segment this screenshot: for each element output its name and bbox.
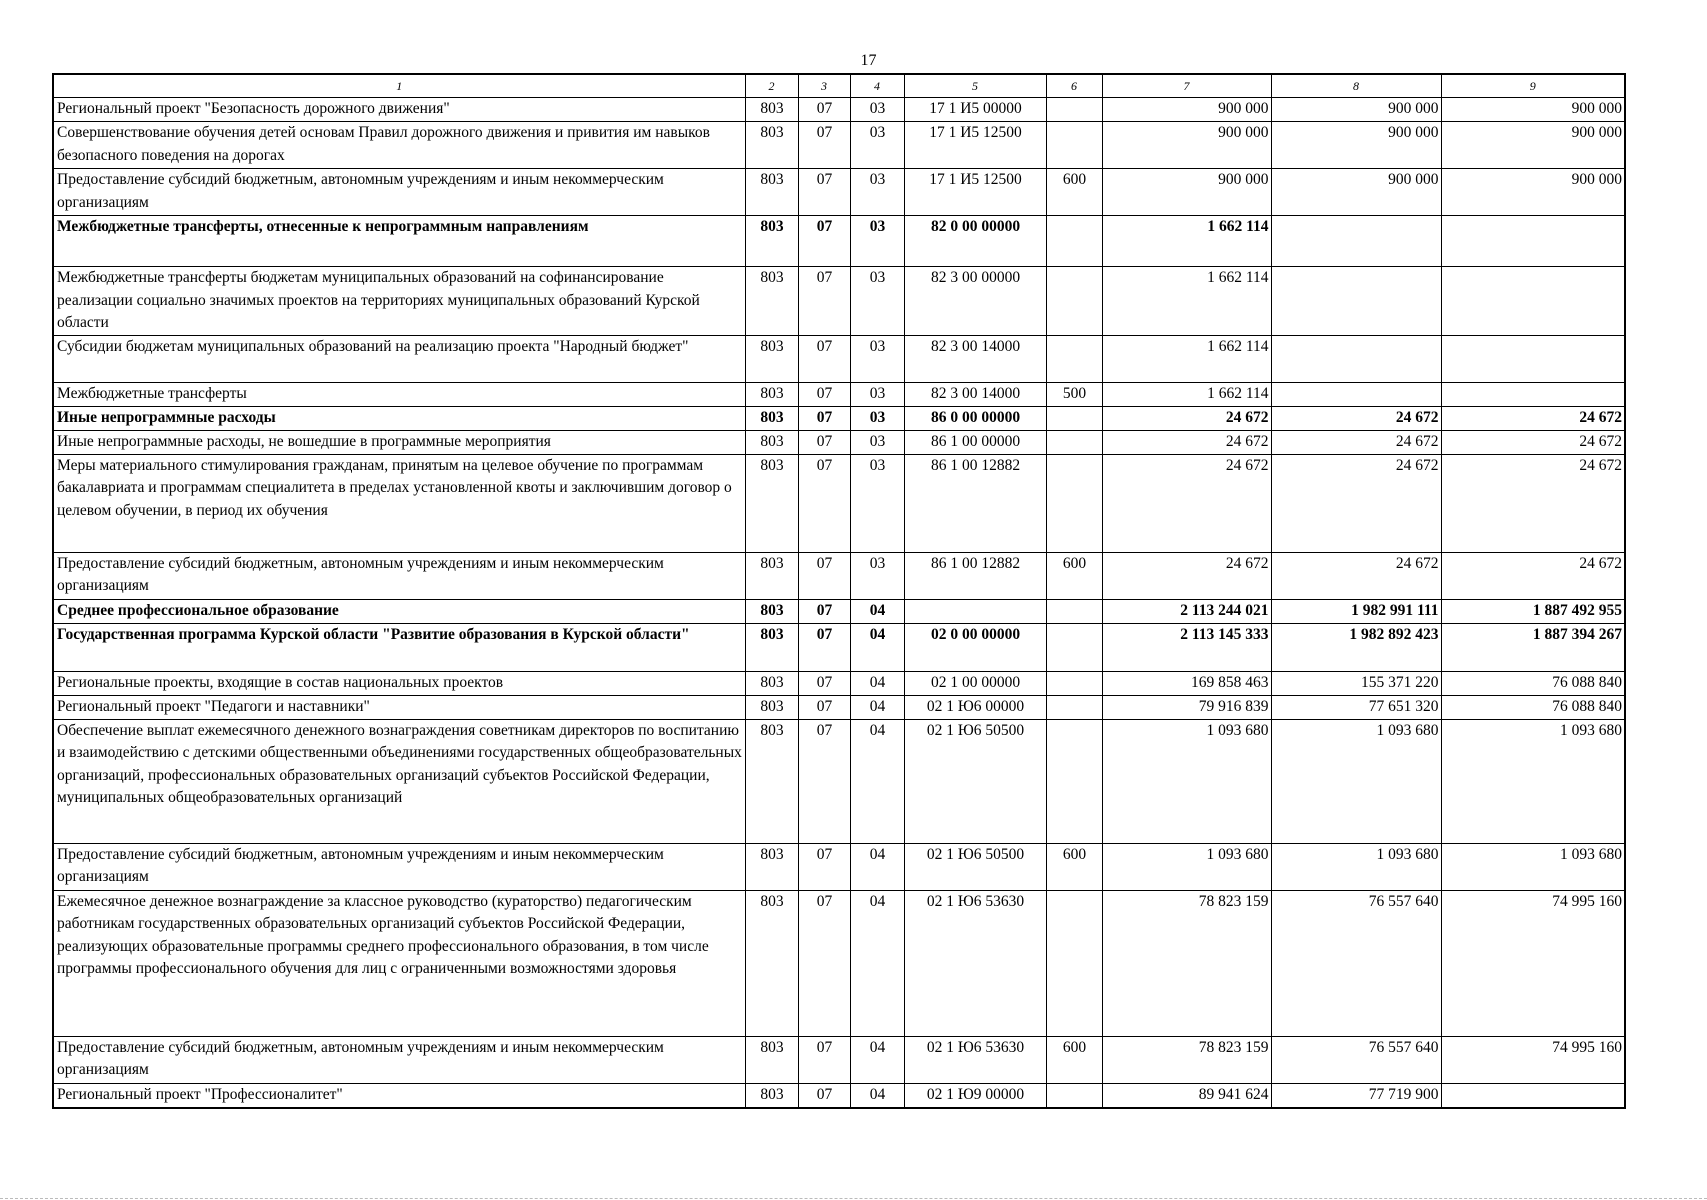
subsection-2-cell: 04 [850,695,904,719]
target-item-cell: 82 0 00 00000 [904,216,1046,267]
table-row [53,122,1625,169]
section-code-cell: 803 [745,552,798,599]
section-code-cell: 803 [745,267,798,336]
amount-year-3-cell: 1 093 680 [1441,719,1625,843]
target-item-cell: 02 1 Ю6 50500 [904,843,1046,890]
target-item-cell: 02 1 Ю6 50500 [904,719,1046,843]
target-item-cell: 02 1 Ю6 53630 [904,1036,1046,1083]
subsection-code-cell: 07 [798,843,850,890]
header-cell: 7 [1102,74,1271,98]
section-code-cell: 803 [745,122,798,169]
expense-type-cell [1046,623,1102,671]
header-cell: 9 [1441,74,1625,98]
amount-year-3-cell [1441,1083,1625,1108]
table-row [53,1036,1625,1083]
subsection-2-cell: 03 [850,382,904,406]
table-row [53,216,1625,267]
target-item-cell: 86 1 00 00000 [904,430,1046,454]
amount-year-3-cell: 24 672 [1441,430,1625,454]
amount-year-3-cell [1441,216,1625,267]
amount-year-1-cell: 78 823 159 [1102,890,1271,1036]
subsection-2-cell: 04 [850,1036,904,1083]
amount-year-2-cell: 1 093 680 [1271,843,1441,890]
subsection-code-cell: 07 [798,430,850,454]
row-name-cell: Межбюджетные трансферты [53,382,745,406]
target-item-cell: 17 1 И5 12500 [904,122,1046,169]
subsection-2-cell: 03 [850,430,904,454]
amount-year-3-cell: 900 000 [1441,122,1625,169]
expense-type-cell: 600 [1046,1036,1102,1083]
amount-year-2-cell [1271,382,1441,406]
header-cell: 5 [904,74,1046,98]
subsection-code-cell: 07 [798,599,850,623]
expense-type-cell [1046,430,1102,454]
header-cell: 6 [1046,74,1102,98]
table-row [53,599,1625,623]
target-item-cell: 86 1 00 12882 [904,552,1046,599]
target-item-cell [904,599,1046,623]
amount-year-2-cell: 76 557 640 [1271,1036,1441,1083]
table-row [53,406,1625,430]
amount-year-3-cell [1441,335,1625,382]
subsection-code-cell: 07 [798,552,850,599]
expense-type-cell [1046,122,1102,169]
amount-year-1-cell: 79 916 839 [1102,695,1271,719]
section-code-cell: 803 [745,599,798,623]
expense-type-cell [1046,216,1102,267]
amount-year-3-cell: 76 088 840 [1441,671,1625,695]
row-name-cell: Предоставление субсидий бюджетным, автономным учреждениям и иным некоммерческим организациям [53,1036,745,1083]
amount-year-2-cell: 24 672 [1271,430,1441,454]
expense-type-cell [1046,267,1102,336]
amount-year-1-cell: 78 823 159 [1102,1036,1271,1083]
amount-year-2-cell: 155 371 220 [1271,671,1441,695]
amount-year-1-cell: 900 000 [1102,122,1271,169]
header-cell: 2 [745,74,798,98]
amount-year-1-cell: 169 858 463 [1102,671,1271,695]
expense-type-cell: 600 [1046,843,1102,890]
amount-year-1-cell: 24 672 [1102,454,1271,552]
table-row [53,454,1625,552]
subsection-2-cell: 04 [850,843,904,890]
amount-year-2-cell: 900 000 [1271,98,1441,122]
section-code-cell: 803 [745,719,798,843]
header-cell: 3 [798,74,850,98]
subsection-code-cell: 07 [798,98,850,122]
row-name-cell: Совершенствование обучения детей основам Правил дорожного движения и привития им навыков безопасного поведения на дорогах [53,122,745,169]
row-name-cell: Региональный проект "Безопасность дорожного движения" [53,98,745,122]
amount-year-1-cell: 1 662 114 [1102,335,1271,382]
expense-type-cell: 500 [1046,382,1102,406]
subsection-code-cell: 07 [798,695,850,719]
amount-year-1-cell: 89 941 624 [1102,1083,1271,1108]
row-name-cell: Предоставление субсидий бюджетным, автономным учреждениям и иным некоммерческим организациям [53,169,745,216]
section-code-cell: 803 [745,216,798,267]
subsection-code-cell: 07 [798,335,850,382]
subsection-code-cell: 07 [798,382,850,406]
amount-year-1-cell: 900 000 [1102,169,1271,216]
amount-year-3-cell: 900 000 [1441,169,1625,216]
subsection-2-cell: 04 [850,719,904,843]
amount-year-1-cell: 24 672 [1102,430,1271,454]
subsection-2-cell: 03 [850,122,904,169]
section-code-cell: 803 [745,1036,798,1083]
amount-year-2-cell [1271,216,1441,267]
subsection-code-cell: 07 [798,216,850,267]
subsection-2-cell: 04 [850,623,904,671]
row-name-cell: Региональный проект "Профессионалитет" [53,1083,745,1108]
subsection-code-cell: 07 [798,169,850,216]
subsection-2-cell: 03 [850,98,904,122]
amount-year-2-cell: 1 982 892 423 [1271,623,1441,671]
row-name-cell: Иные непрограммные расходы [53,406,745,430]
amount-year-2-cell: 24 672 [1271,454,1441,552]
table-row [53,890,1625,1036]
table-row [53,98,1625,122]
subsection-2-cell: 03 [850,267,904,336]
target-item-cell: 82 3 00 14000 [904,382,1046,406]
target-item-cell: 82 3 00 00000 [904,267,1046,336]
table-row [53,335,1625,382]
target-item-cell: 82 3 00 14000 [904,335,1046,382]
amount-year-1-cell: 1 093 680 [1102,843,1271,890]
amount-year-2-cell: 77 651 320 [1271,695,1441,719]
subsection-code-cell: 07 [798,623,850,671]
amount-year-3-cell: 1 887 394 267 [1441,623,1625,671]
amount-year-3-cell [1441,382,1625,406]
subsection-code-cell: 07 [798,1036,850,1083]
section-code-cell: 803 [745,335,798,382]
subsection-code-cell: 07 [798,1083,850,1108]
row-name-cell: Региональные проекты, входящие в состав национальных проектов [53,671,745,695]
row-name-cell: Предоставление субсидий бюджетным, автономным учреждениям и иным некоммерческим организациям [53,552,745,599]
table-row [53,430,1625,454]
subsection-2-cell: 04 [850,890,904,1036]
table-row [53,719,1625,843]
row-name-cell: Меры материального стимулирования гражданам, принятым на целевое обучение по программам бакалавриата и программам специалитета в пределах установленной квоты и заключившим договор о целевом обучении, в период их обучения [53,454,745,552]
section-code-cell: 803 [745,623,798,671]
budget-table [52,73,1626,1109]
amount-year-3-cell: 1 093 680 [1441,843,1625,890]
amount-year-2-cell: 76 557 640 [1271,890,1441,1036]
subsection-code-cell: 07 [798,406,850,430]
page-number: 17 [860,52,877,69]
section-code-cell: 803 [745,430,798,454]
row-name-cell: Региональный проект "Педагоги и наставники" [53,695,745,719]
section-code-cell: 803 [745,98,798,122]
subsection-2-cell: 03 [850,335,904,382]
scan-edge-line [0,1198,1707,1199]
amount-year-1-cell: 1 662 114 [1102,216,1271,267]
amount-year-2-cell [1271,267,1441,336]
section-code-cell: 803 [745,843,798,890]
expense-type-cell: 600 [1046,552,1102,599]
amount-year-3-cell: 900 000 [1441,98,1625,122]
subsection-code-cell: 07 [798,122,850,169]
expense-type-cell [1046,599,1102,623]
amount-year-3-cell: 1 887 492 955 [1441,599,1625,623]
row-name-cell: Иные непрограммные расходы, не вошедшие в программные мероприятия [53,430,745,454]
subsection-2-cell: 04 [850,1083,904,1108]
row-name-cell: Субсидии бюджетам муниципальных образований на реализацию проекта "Народный бюджет" [53,335,745,382]
table-row [53,267,1625,336]
expense-type-cell [1046,98,1102,122]
subsection-2-cell: 03 [850,406,904,430]
amount-year-2-cell: 24 672 [1271,406,1441,430]
target-item-cell: 17 1 И5 00000 [904,98,1046,122]
target-item-cell: 86 0 00 00000 [904,406,1046,430]
subsection-2-cell: 03 [850,552,904,599]
amount-year-1-cell: 2 113 145 333 [1102,623,1271,671]
amount-year-1-cell: 900 000 [1102,98,1271,122]
subsection-code-cell: 07 [798,671,850,695]
table-row [53,695,1625,719]
amount-year-2-cell: 1 982 991 111 [1271,599,1441,623]
amount-year-1-cell: 2 113 244 021 [1102,599,1271,623]
section-code-cell: 803 [745,382,798,406]
amount-year-2-cell: 24 672 [1271,552,1441,599]
subsection-2-cell: 04 [850,599,904,623]
amount-year-2-cell: 900 000 [1271,122,1441,169]
row-name-cell: Предоставление субсидий бюджетным, автономным учреждениям и иным некоммерческим организациям [53,843,745,890]
amount-year-3-cell: 24 672 [1441,552,1625,599]
section-code-cell: 803 [745,454,798,552]
expense-type-cell: 600 [1046,169,1102,216]
table-row [53,552,1625,599]
section-code-cell: 803 [745,671,798,695]
amount-year-3-cell: 74 995 160 [1441,1036,1625,1083]
amount-year-3-cell: 24 672 [1441,454,1625,552]
subsection-code-cell: 07 [798,719,850,843]
subsection-2-cell: 04 [850,671,904,695]
table-row [53,169,1625,216]
section-code-cell: 803 [745,169,798,216]
expense-type-cell [1046,335,1102,382]
section-code-cell: 803 [745,1083,798,1108]
table-row [53,623,1625,671]
row-name-cell: Ежемесячное денежное вознаграждение за классное руководство (кураторство) педагогическим работникам государственных образовательных организаций субъектов Российской Федерации, реализующих образовательные программы среднего профессионального образования, в том числе программы профессионального обучения для лиц с ограниченными возможностями здоровья [53,890,745,1036]
amount-year-3-cell: 76 088 840 [1441,695,1625,719]
amount-year-3-cell: 24 672 [1441,406,1625,430]
target-item-cell: 86 1 00 12882 [904,454,1046,552]
amount-year-3-cell: 74 995 160 [1441,890,1625,1036]
amount-year-2-cell: 1 093 680 [1271,719,1441,843]
table-row [53,843,1625,890]
section-code-cell: 803 [745,406,798,430]
row-name-cell: Межбюджетные трансферты бюджетам муниципальных образований на софинансирование реализации социально значимых проектов на территориях муниципальных образований Курской области [53,267,745,336]
subsection-2-cell: 03 [850,169,904,216]
amount-year-3-cell [1441,267,1625,336]
row-name-cell: Межбюджетные трансферты, отнесенные к непрограммным направлениям [53,216,745,267]
subsection-2-cell: 03 [850,454,904,552]
amount-year-1-cell: 1 093 680 [1102,719,1271,843]
subsection-code-cell: 07 [798,890,850,1036]
table-row [53,1083,1625,1108]
expense-type-cell [1046,406,1102,430]
section-code-cell: 803 [745,695,798,719]
header-cell: 1 [53,74,745,98]
target-item-cell: 02 1 Ю9 00000 [904,1083,1046,1108]
table-row [53,382,1625,406]
target-item-cell: 02 1 00 00000 [904,671,1046,695]
target-item-cell: 02 1 Ю6 53630 [904,890,1046,1036]
target-item-cell: 02 0 00 00000 [904,623,1046,671]
expense-type-cell [1046,890,1102,1036]
expense-type-cell [1046,695,1102,719]
amount-year-2-cell [1271,335,1441,382]
row-name-cell: Среднее профессиональное образование [53,599,745,623]
row-name-cell: Обеспечение выплат ежемесячного денежного вознаграждения советникам директоров по воспитанию и взаимодействию с детскими общественными объединениями государственных общеобразовательных организаций, профессиональных образовательных организаций субъектов Российской Федерации, муниципальных общеобразовательных организаций [53,719,745,843]
amount-year-2-cell: 77 719 900 [1271,1083,1441,1108]
row-name-cell: Государственная программа Курской области "Развитие образования в Курской области" [53,623,745,671]
header-cell: 8 [1271,74,1441,98]
header-row [53,74,1625,98]
amount-year-1-cell: 24 672 [1102,552,1271,599]
header-cell: 4 [850,74,904,98]
target-item-cell: 02 1 Ю6 00000 [904,695,1046,719]
subsection-code-cell: 07 [798,267,850,336]
subsection-2-cell: 03 [850,216,904,267]
target-item-cell: 17 1 И5 12500 [904,169,1046,216]
expense-type-cell [1046,719,1102,843]
amount-year-1-cell: 1 662 114 [1102,382,1271,406]
amount-year-1-cell: 24 672 [1102,406,1271,430]
table-row [53,671,1625,695]
expense-type-cell [1046,671,1102,695]
amount-year-2-cell: 900 000 [1271,169,1441,216]
expense-type-cell [1046,454,1102,552]
expense-type-cell [1046,1083,1102,1108]
amount-year-1-cell: 1 662 114 [1102,267,1271,336]
subsection-code-cell: 07 [798,454,850,552]
section-code-cell: 803 [745,890,798,1036]
